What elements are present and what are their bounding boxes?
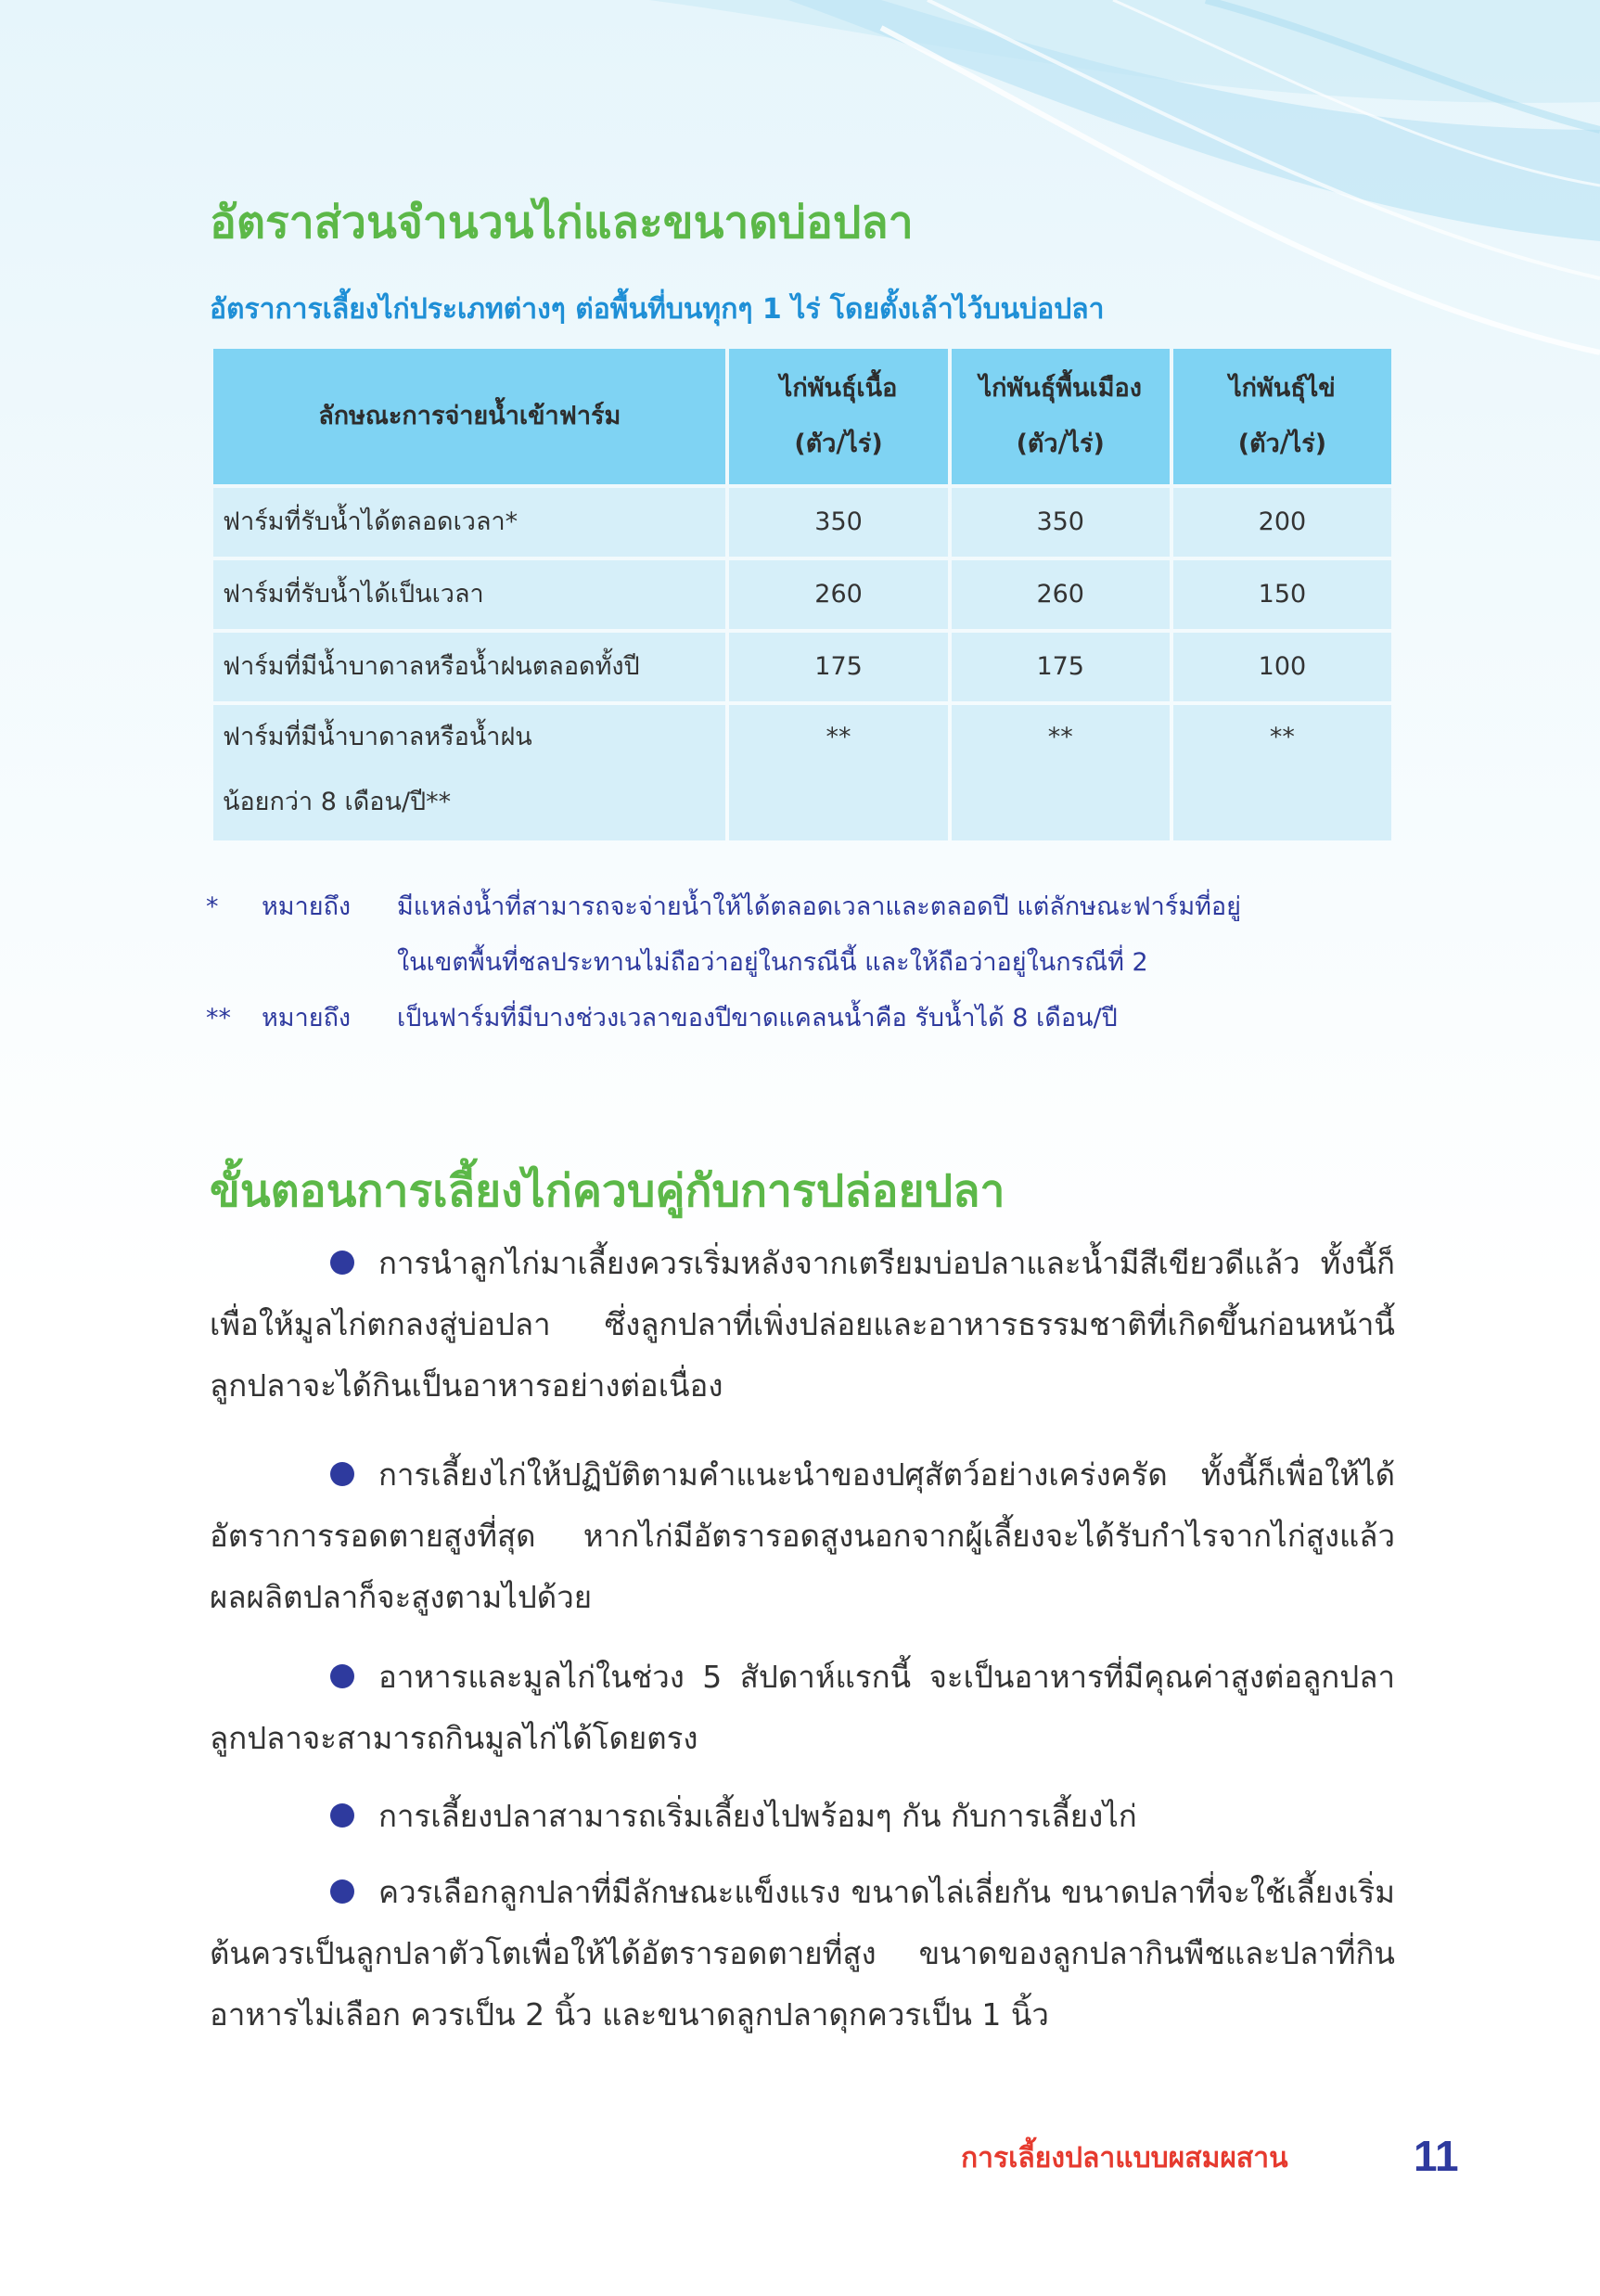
bullet-icon — [330, 1251, 354, 1275]
broiler-value: 260 — [729, 560, 947, 629]
broiler-value: ** — [729, 705, 947, 840]
footnote-text: เป็นฟาร์มที่มีบางช่วงเวลาของปีขาดแคลนน้ำคือ รับน้ำได้ 8 เดือน/ปี — [397, 1004, 1118, 1033]
header-layer: ไก่พันธุ์ไข่ (ตัว/ไร่) — [1173, 349, 1391, 484]
table-row — [213, 705, 1391, 840]
table-caption: อัตราการเลี้ยงไก่ประเภทต่างๆ ต่อพื้นที่บนทุกๆ 1 ไร่ โดยตั้งเล้าไว้บนบ่อปลา — [210, 293, 1105, 326]
header-native-chicken: ไก่พันธุ์พื้นเมือง (ตัว/ไร่) — [952, 349, 1170, 484]
broiler-value: 175 — [729, 633, 947, 701]
section-title-steps: ขั้นตอนการเลี้ยงไก่ควบคู่กับการปล่อยปลา — [210, 1165, 1005, 1217]
row-label: ฟาร์มที่มีน้ำบาดาลหรือน้ำฝน น้อยกว่า 8 เดือน/ปี** — [213, 705, 725, 840]
native-value: ** — [952, 705, 1170, 840]
table-header-row — [213, 349, 1391, 484]
row-label: ฟาร์มที่รับน้ำได้ตลอดเวลา* — [213, 488, 725, 557]
native-value: 260 — [952, 560, 1170, 629]
broiler-value: 350 — [729, 488, 947, 557]
footnote-text: มีแหล่งน้ำที่สามารถจะจ่ายน้ำให้ได้ตลอดเวลาและตลอดปี แต่ลักษณะฟาร์มที่อยู่ — [397, 892, 1241, 921]
step-paragraph: การนำลูกไก่มาเลี้ยงควรเริ่มหลังจากเตรียมบ่อปลาและน้ำมีสีเขียวดีแล้ว ทั้งนี้ก็เพื่อให้มูลไก่ตกลงสู่บ่อปลา ซึ่งลูกปลาที่เพิ่งปล่อยและอาหารธรรมชาติที่เกิดขึ้นก่อนหน้านี้ ลูกปลาจะได้กินเป็นอาหารอย่างต่อเนื่อง — [210, 1245, 1395, 1404]
table-row — [213, 560, 1391, 629]
footnote-text: ในเขตพื้นที่ชลประทานไม่ถือว่าอยู่ในกรณีนี้ และให้ถือว่าอยู่ในกรณีที่ 2 — [397, 948, 1148, 977]
footnote-marker: * — [206, 892, 219, 921]
layer-value: 200 — [1173, 488, 1391, 557]
step-paragraph: ควรเลือกลูกปลาที่มีลักษณะแข็งแรง ขนาดไล่เลี่ยกัน ขนาดปลาที่จะใช้เลี้ยงเริ่มต้นควรเป็นลูกปลาตัวโตเพื่อให้ได้อัตรารอดตายที่สูง ขนาดของลูกปลากินพืชและปลาที่กินอาหารไม่เลือก ควรเป็น 2 นิ้ว และขนาดลูกปลาดุกควรเป็น 1 นิ้ว — [210, 1874, 1395, 2033]
table-row — [213, 633, 1391, 701]
footnote-keyword: หมายถึง — [262, 1004, 352, 1033]
bullet-icon — [330, 1879, 354, 1904]
bullet-icon — [330, 1462, 354, 1486]
layer-value: 100 — [1173, 633, 1391, 701]
bullet-icon — [330, 1664, 354, 1688]
page-number: 11 — [1414, 2132, 1459, 2180]
step-paragraph: อาหารและมูลไก่ในช่วง 5 สัปดาห์แรกนี้ จะเป็นอาหารที่มีคุณค่าสูงต่อลูกปลา ลูกปลาจะสามารถกินมูลไก่ได้โดยตรง — [210, 1659, 1395, 1756]
footnote-keyword: หมายถึง — [262, 892, 352, 921]
step-paragraph: การเลี้ยงปลาสามารถเริ่มเลี้ยงไปพร้อมๆ กัน กับการเลี้ยงไก่ — [210, 1786, 1395, 1847]
layer-value: ** — [1173, 705, 1391, 840]
native-value: 175 — [952, 633, 1170, 701]
bullet-icon — [330, 1803, 354, 1828]
table-row — [213, 488, 1391, 557]
section-title-ratio: อัตราส่วนจำนวนไก่และขนาดบ่อปลา — [210, 197, 914, 249]
header-water-supply: ลักษณะการจ่ายน้ำเข้าฟาร์ม — [213, 349, 725, 484]
step-paragraph: การเลี้ยงไก่ให้ปฏิบัติตามคำแนะนำของปศุสัตว์อย่างเคร่งครัด ทั้งนี้ก็เพื่อให้ได้อัตราการรอดตายสูงที่สุด หากไก่มีอัตรารอดสูงนอกจากผู้เลี้ยงจะได้รับกำไรจากไก่สูงแล้ว ผลผลิตปลาก็จะสูงตามไปด้วย — [210, 1456, 1395, 1615]
header-broiler: ไก่พันธุ์เนื้อ (ตัว/ไร่) — [729, 349, 947, 484]
native-value: 350 — [952, 488, 1170, 557]
row-label: ฟาร์มที่มีน้ำบาดาลหรือน้ำฝนตลอดทั้งปี — [213, 633, 725, 701]
footnote-marker: ** — [206, 1004, 231, 1033]
layer-value: 150 — [1173, 560, 1391, 629]
chicken-stocking-rate-table — [210, 345, 1395, 844]
running-footer-title: การเลี้ยงปลาแบบผสมผสาน — [961, 2142, 1288, 2174]
row-label: ฟาร์มที่รับน้ำได้เป็นเวลา — [213, 560, 725, 629]
